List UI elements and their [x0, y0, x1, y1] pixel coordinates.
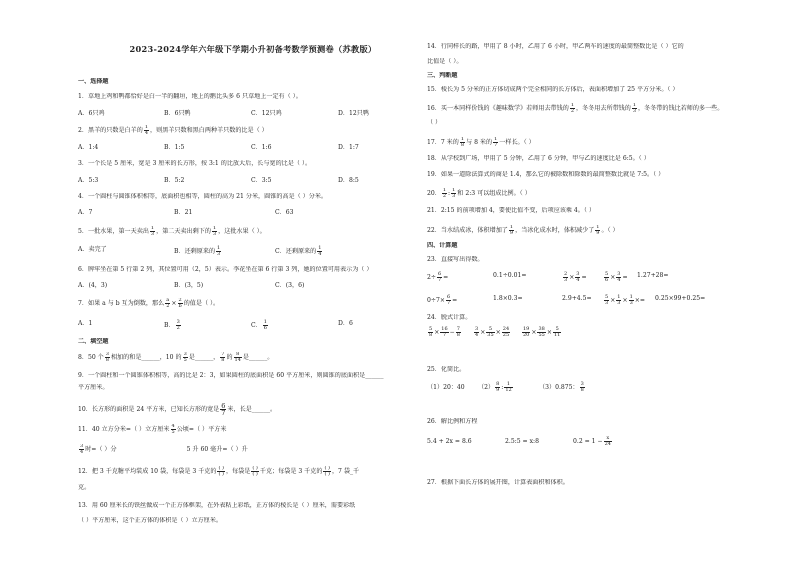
q2-text: ，则黑羊只数和黑白两种羊只数的比是（ ） [150, 127, 268, 134]
option: A．卖完了 [78, 246, 107, 253]
option: D．1:7 [338, 144, 359, 151]
fraction: $\frac{1}{3}$ [452, 188, 456, 199]
question-22: 22．当水结成冰，体积增加了 $\frac{1}{9}$ ，当冰化成水时，体积减少了 $\frac{1}{9}$ 。（ ） [427, 225, 619, 236]
question-20: 20． $\frac{1}{2}$ : $\frac{1}{3}$ 和 2:3 可以组成比例。（ ） [427, 188, 531, 199]
fraction: $\frac{1}{3}$ [150, 226, 155, 237]
question-25: 25．化简比。 [427, 366, 466, 373]
ratio-item: （3）0.875： $\frac{3}{8}$ [539, 381, 584, 393]
fraction: $\frac{1}{6}$ [263, 319, 267, 331]
fraction: $\frac{a}{2}$ [166, 298, 170, 309]
question-21: 21．2:15 的前项增加 4，要使比值不变，后项应该乘 4。（ ） [427, 207, 595, 214]
question-3: 3．一个长是 5 厘米，宽是 3 厘米的长方形，按 3:1 的比放大后，长与宽的比是（ ）。 [78, 160, 312, 167]
question-23: 23．直接写出得数。 [427, 256, 484, 263]
option: A．(4，3) [78, 282, 108, 289]
fraction: $\frac{1}{2}$ [442, 188, 447, 199]
section-heading: 二、填空题 [78, 338, 109, 345]
question-5: 5．一批水果，第一天卖出 $\frac{1}{3}$ ，第二天卖出剩下的 $\frac{1}{3}$ ，这批水果（ ）。 [78, 226, 266, 237]
fraction: $\frac{1}{8}$ [460, 137, 465, 148]
calc-item: $\frac{5}{6}$ × $\frac{3}{4}$ = [605, 271, 628, 283]
question-7: 7．如果 a 与 b 互为倒数，那么 $\frac{a}{2}$ × $\frac{2}{b}$ 的值是（ ）。 [78, 298, 220, 309]
calc-item: 1.8×0.3= [493, 295, 523, 302]
question-26: 26．解比例和方程 [427, 418, 478, 425]
question-8: 8．50 个 $\frac{3}{8}$ 相加的和是______，10 的 $\frac{3}{5}$ 是______， $\frac{7}{8}$ 的 $\frac{8}{14}$ 是______。 [78, 352, 274, 363]
option: D．12只鸭 [338, 110, 369, 117]
question-16-cont: （ ） [427, 119, 442, 126]
right-column [427, 0, 777, 562]
calc-item: 0.1÷0.01= [493, 272, 527, 279]
option: C．3:5 [251, 177, 272, 184]
question-11: 11．40 立方分米=（ ）立方厘米 $\frac{4}{5}$ 公顷=（ ）平方米 [78, 424, 227, 435]
calc-item: 2.9+4.5= [562, 295, 592, 302]
fraction-blank: ( ) ( ) [218, 466, 224, 477]
question-6: 6．牌牢坐在第 5 行第 2 列，其位置可用（2，5）表示。李花坐在第 6 行第 3 列，她的位置可用表示为（ ） [78, 266, 373, 273]
calc-item: $\frac{2}{3}$ × $\frac{3}{4}$ = [564, 271, 587, 283]
option: B．6只鸭 [164, 110, 191, 117]
fraction: $\frac{4}{5}$ [171, 424, 175, 435]
question-24: 24．脱式计算。 [427, 314, 472, 321]
calc-item: 2÷ $\frac{6}{7}$ = [427, 271, 449, 283]
fraction-blank: ( ) ( ) [252, 466, 258, 477]
option: C． $\frac{1}{6}$ [251, 319, 267, 331]
equation-item: 0.2 = 1 − $\frac{x}{24}$ [573, 435, 611, 447]
fraction: $\frac{1}{2}$ [570, 103, 575, 114]
fraction: $\frac{1}{4}$ [144, 125, 149, 136]
fraction: $\frac{3}{5}$ [183, 352, 187, 363]
fraction: $\frac{1}{9}$ [509, 225, 514, 236]
question-11-cont: $\frac{3}{4}$ 时=（ ）分 5 升 60 毫升=（ ）升 [80, 444, 248, 455]
option: C．12只鸡 [251, 110, 282, 117]
question-19: 19．如果一道除法算式的商是 1.4，那么它的被除数和除数的最简整数比就是 7:5。（ ） [427, 171, 665, 178]
question-16: 16．买一本同样价钱的《趣味数学》若师用去带钱的 $\frac{1}{2}$ ，冬冬用去所带钱的 $\frac{1}{3}$ ，冬冬带的钱比若师的多一些。 [427, 103, 724, 114]
section-heading: 三、判断题 [427, 72, 458, 79]
option: A．7 [78, 209, 93, 216]
fraction: $\frac{1}{9}$ [596, 225, 600, 236]
option: A．1:4 [78, 144, 99, 151]
question-9-cont: 平方厘米。 [78, 384, 109, 391]
fraction-blank: ( ) ( ) [324, 466, 330, 477]
option: A．1 [78, 320, 93, 327]
calc-item: $\frac{3}{4}$ × $\frac{5}{35}$ × $\frac{24}{25}$ [475, 326, 510, 338]
calc-item: 0÷7× $\frac{6}{7}$ = [427, 294, 458, 306]
fraction: $\frac{3}{4}$ [80, 444, 84, 455]
option: A．6只鸡 [78, 110, 105, 117]
question-15: 15．棱长为 5 分米的正方体切成两个完全相同的长方体后，表面积增加了 25 平方分米。（ ） [427, 86, 679, 93]
calc-item: 0.25×99+0.25= [655, 295, 706, 302]
question-12: 12．把 3 千克糖平均装成 10 袋，每袋是 3 千克的 ( ) ( ) ，每袋是 ( ) ( ) 千克；每袋是 3 千克的 ( ) ( ) ，7 袋_千 [78, 466, 360, 477]
option: D．8:5 [338, 177, 359, 184]
fraction: $\frac{1}{4}$ [318, 245, 322, 257]
question-14: 14．行同样长的路，甲用了 8 小时，乙用了 6 小时，甲乙两车的速度的最简整数比是（ ）它的 [427, 43, 684, 50]
question-2 [78, 125, 428, 136]
ratio-item: （2） $\frac{8}{9}$ : $\frac{1}{12}$ [478, 381, 512, 393]
question-27: 27．根据下面长方体的展开图，计算表面积和体积。 [427, 479, 569, 486]
question-18: 18．从学校到广场，甲用了 5 分钟，乙用了 6 分钟，甲与乙的速度比是 6:5。（ ） [427, 155, 650, 162]
section-heading: 一、选择题 [78, 78, 109, 85]
fraction: $\frac{7}{8}$ [221, 352, 225, 363]
calc-item: $\frac{5}{8}$ × $\frac{16}{7}$ − $\frac{7}{8}$ [429, 326, 460, 338]
option: C．1:6 [251, 144, 272, 151]
fraction: $\frac{1}{3}$ [632, 103, 637, 114]
calc-item: 1.27+28= [637, 272, 669, 279]
option: B．还剩原来的 $\frac{1}{3}$ [174, 245, 221, 257]
option: B．21 [174, 209, 193, 216]
option: B．1:5 [164, 144, 185, 151]
question-14-cont: 比值是（ ）。 [427, 58, 463, 65]
option: B． $\frac{3}{2}$ [164, 319, 180, 331]
calc-item: $\frac{5}{3}$ × $\frac{1}{3}$ × $\frac{1}{3}$ ×= [605, 294, 645, 306]
section-heading: 四、计算题 [427, 242, 458, 249]
fraction: $\frac{3}{2}$ [176, 319, 180, 331]
option: C．63 [275, 209, 294, 216]
q2-text: 2．黑羊的只数是白羊的 [78, 127, 143, 134]
fraction: $\frac{8}{14}$ [234, 352, 241, 363]
equation-item: 5.4 + 2x = 8.6 [427, 438, 472, 445]
ratio-item: （1）20：40 [427, 384, 465, 391]
calc-item: $\frac{19}{20}$ × $\frac{38}{55}$ × $\frac{5}{11}$ [523, 326, 561, 338]
question-1: 1．草地上鸡和鸭都恰好是白一半的翻垣，地上的鹅比头多 6 只草地上一定有（ ）。 [78, 93, 302, 100]
fraction: $\frac{3}{8}$ [105, 352, 109, 363]
page-title: 2023-2024学年六年级下学期小升初备考数学预测卷（苏教版） [129, 44, 377, 54]
fraction: $\frac{2}{b}$ [178, 298, 182, 309]
question-13-cont: （ ）平方厘米，这个正方体的体积是（ ）立方厘米。 [78, 517, 223, 524]
option: B．(3，5) [174, 282, 204, 289]
question-12-cont: 克。 [78, 484, 91, 491]
fraction: $\frac{1}{3}$ [217, 245, 221, 257]
option: C．(3，6) [275, 282, 305, 289]
option: A．5:3 [78, 177, 99, 184]
fraction: $\frac{6}{7}$ [221, 403, 226, 416]
fraction: $\frac{1}{3}$ [212, 226, 217, 237]
question-13: 13．用 60 厘米长的铁丝做成一个正方体框架，在外表粘上彩纸，正方体的棱长是（ ）厘米，需要彩纸 [78, 502, 356, 509]
question-17: 17．7 米的 $\frac{1}{8}$ 与 8 米的 $\frac{1}{7}$ 一样长。（ ） [427, 137, 535, 148]
option: D．6 [338, 320, 353, 327]
option: C．还剩原来的 $\frac{1}{4}$ [275, 245, 322, 257]
left-column [78, 0, 428, 562]
fraction: $\frac{1}{7}$ [494, 137, 498, 148]
question-9: 9．一个圆柱和一个圆锥体积相等，高的比是 2：3，如果圆柱的底面积是 60 平方厘米，则圆锥的底面积是______ [78, 372, 384, 379]
option: B．5:2 [164, 177, 185, 184]
question-4: 4．一个圆柱与圆锥体积相等，底面积也相等，圆柱的高为 21 分米，圆锥的高是（ ）分米。 [78, 193, 328, 200]
question-10: 10．长方形的面积是 24 平方米，已知长方形的宽是 $\frac{6}{7}$ 米，长是______。 [78, 403, 277, 416]
equation-item: 2.5:5 = x:8 [505, 438, 539, 445]
